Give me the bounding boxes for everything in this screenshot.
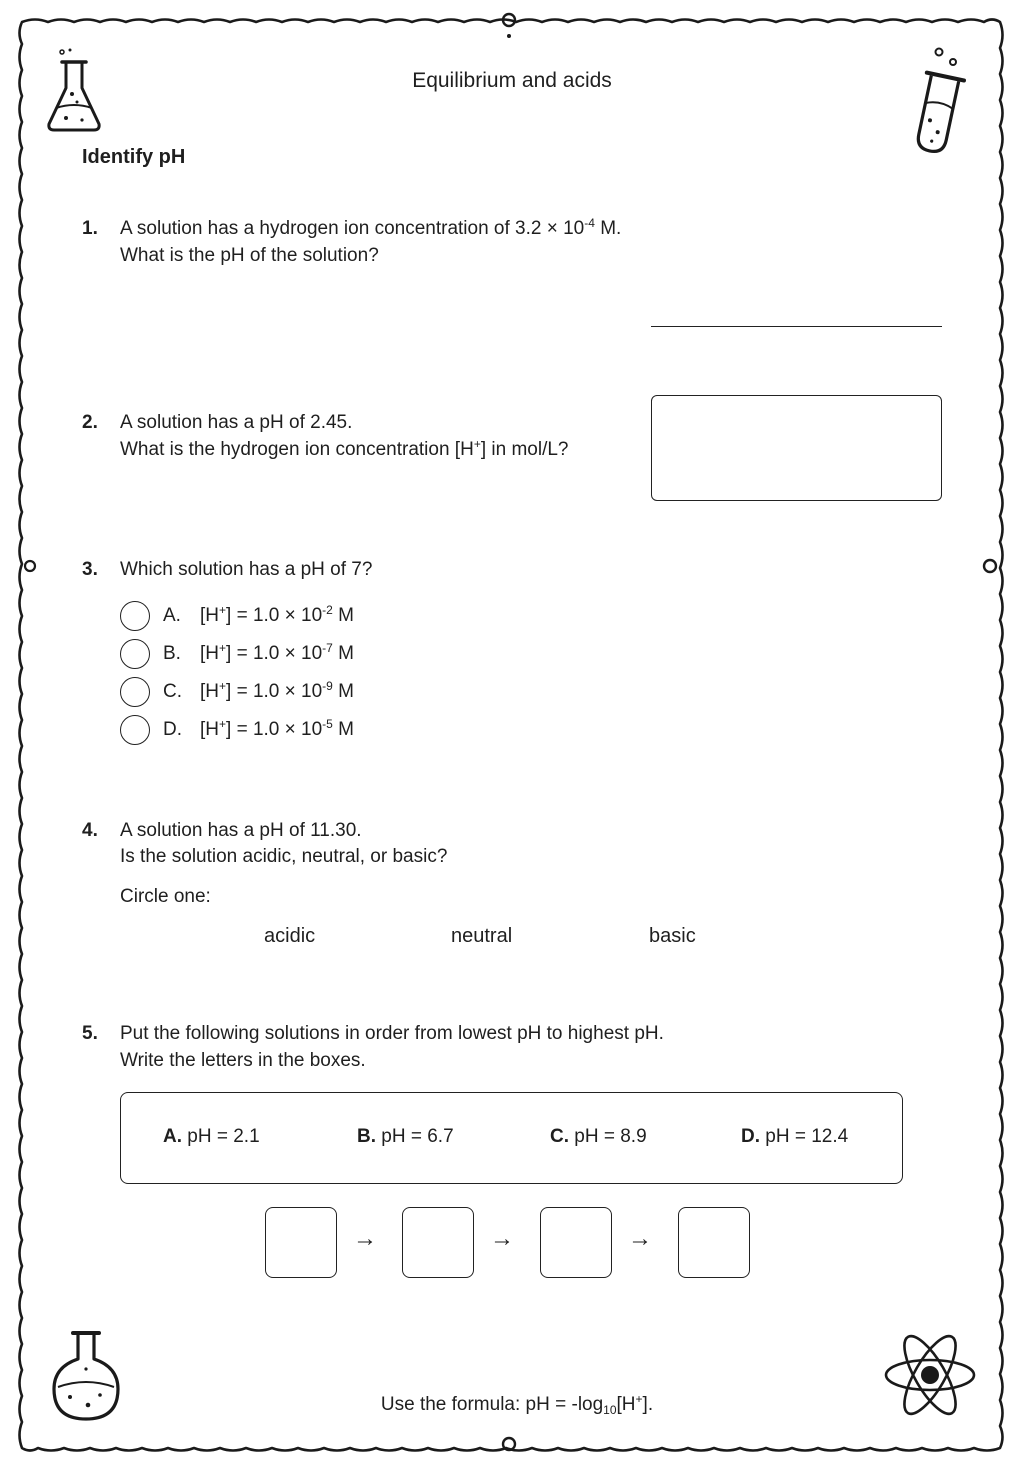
question-4-text-line2: Is the solution acidic, neutral, or basic?	[120, 846, 448, 867]
option-b-text: $[H^+] = 1.0 \times 10^{-7}$ M	[200, 641, 354, 664]
question-5-number: 5.	[82, 1023, 98, 1044]
question-2-text-line1: A solution has a pH of 2.45.	[120, 412, 353, 433]
question-5-text-line2: Write the letters in the boxes.	[120, 1050, 366, 1071]
arrow-icon: →	[490, 1225, 514, 1252]
choice-neutral[interactable]: neutral	[451, 925, 513, 947]
arrow-icon: →	[628, 1225, 652, 1252]
option-a[interactable]: A. $[H^+] = 1.0 \times 10^{-2}$ M	[120, 600, 354, 632]
question-2-text-line2: What is the hydrogen ion concentration [H+] in mol/L?	[120, 437, 569, 460]
question-4-number: 4.	[82, 820, 98, 841]
arrow-icon: →	[353, 1225, 377, 1252]
choice-acidic[interactable]: acidic	[264, 925, 316, 947]
radio-button[interactable]	[120, 601, 150, 631]
order-slot-1[interactable]	[265, 1207, 337, 1278]
solution-d: D. pH = 12.4	[741, 1126, 849, 1147]
question-3-prompt: Which solution has a pH of 7?	[120, 559, 373, 580]
option-a-text: $[H^+] = 1.0 \times 10^{-2}$ M	[200, 603, 354, 626]
worksheet-title: Equilibrium and acids	[412, 69, 612, 92]
question-3-number: 3.	[82, 559, 98, 580]
test-tube-icon	[910, 42, 970, 157]
formula-hint: Use the formula: pH = $-\log_{10}[H^+]$.	[380, 1392, 654, 1417]
question-1-text-line2: What is the pH of the solution?	[120, 245, 379, 266]
option-d-text: $[H^+] = 1.0 \times 10^{-5}$ M	[200, 717, 354, 740]
question-2-answer-box[interactable]	[651, 395, 942, 501]
solution-c: C. pH = 8.9	[550, 1126, 647, 1147]
order-slot-2[interactable]	[402, 1207, 474, 1278]
solution-b: B. pH = 6.7	[357, 1126, 454, 1147]
order-slot-3[interactable]	[540, 1207, 612, 1278]
option-d[interactable]: D. $[H^+] = 1.0 \times 10^{-5}$ M	[120, 714, 354, 746]
solution-a: A. pH = 2.1	[163, 1126, 260, 1147]
option-c-text: $[H^+] = 1.0 \times 10^{-9}$ M	[200, 679, 354, 702]
question-5-text-line1: Put the following solutions in order from lowest pH to highest pH.	[120, 1023, 664, 1044]
question-4-instruction: Circle one:	[120, 886, 211, 907]
choice-basic[interactable]: basic	[649, 925, 696, 947]
radio-button[interactable]	[120, 715, 150, 745]
question-1-text-line1: A solution has a hydrogen ion concentration of $3.2 \times 10^{-4}$ M.	[120, 216, 622, 239]
option-c[interactable]: C. $[H^+] = 1.0 \times 10^{-9}$ M	[120, 676, 354, 708]
question-1-answer-line[interactable]	[651, 326, 942, 327]
question-4-text-line1: A solution has a pH of 11.30.	[120, 820, 362, 841]
radio-button[interactable]	[120, 639, 150, 669]
question-1-number: 1.	[82, 218, 98, 239]
radio-button[interactable]	[120, 677, 150, 707]
question-2-number: 2.	[82, 412, 98, 433]
order-slot-4[interactable]	[678, 1207, 750, 1278]
option-b[interactable]: B. $[H^+] = 1.0 \times 10^{-7}$ M	[120, 638, 354, 670]
section-heading: Identify pH	[82, 146, 186, 168]
